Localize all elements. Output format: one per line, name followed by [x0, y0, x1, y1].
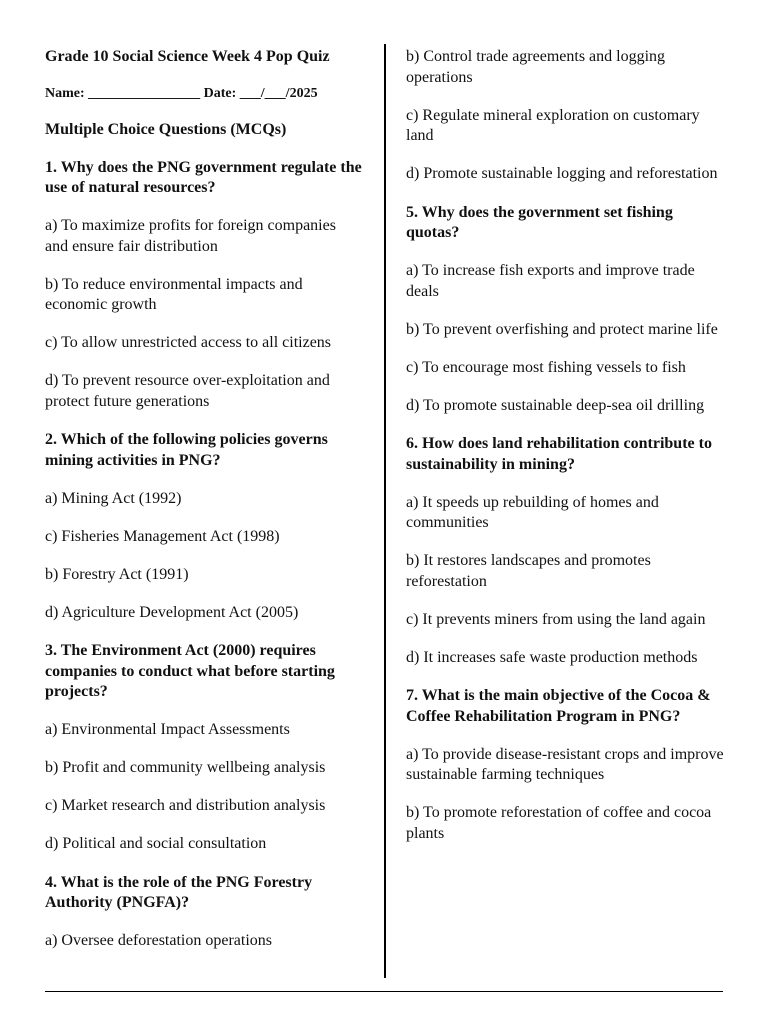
section-title: Multiple Choice Questions (MCQs)	[45, 121, 287, 138]
question-3-option-d: d) Political and social consultation	[45, 835, 267, 852]
question-1-option-a: a) To maximize profits for foreign companies and ensure fair distribution	[45, 217, 336, 255]
question-1-option-b: b) To reduce environmental impacts and economic growth	[45, 275, 303, 313]
question-7-option-a: a) To provide disease-resistant crops and improve sustainable farming techniques	[406, 745, 724, 783]
question-3-option-b: b) Profit and community wellbeing analysis	[45, 759, 326, 776]
right-column	[406, 44, 724, 844]
question-2-option-b: b) Forestry Act (1991)	[45, 565, 189, 583]
question-4-option-d: d) Promote sustainable logging and reforestation	[406, 165, 718, 182]
question-4: 4. What is the role of the PNG Forestry Authority (PNGFA)?	[45, 873, 313, 911]
question-1-option-c: c) To allow unrestricted access to all citizens	[45, 334, 332, 351]
footer-rule	[45, 991, 723, 992]
question-1-option-d: d) To prevent resource over-exploitation and protect future generations	[45, 372, 330, 410]
question-6-option-b: b) It restores landscapes and promotes reforestation	[406, 552, 651, 590]
question-3: 3. The Environment Act (2000) requires companies to conduct what before starting projects?	[45, 642, 335, 700]
question-5-option-c: c) To encourage most fishing vessels to fish	[406, 358, 686, 376]
name-date-line: Name: ________________ Date: ___/___/2025	[45, 85, 318, 101]
question-2-option-c: c) Fisheries Management Act (1998)	[45, 527, 280, 545]
question-5: 5. Why does the government set fishing quotas?	[406, 203, 673, 241]
question-2-option-a: a) Mining Act (1992)	[45, 489, 182, 507]
left-column	[45, 44, 363, 952]
question-7-option-b: b) To promote reforestation of coffee and cocoa plants	[406, 804, 712, 842]
question-3-option-c: c) Market research and distribution analysis	[45, 797, 326, 814]
question-2-option-d: d) Agriculture Development Act (2005)	[45, 603, 299, 621]
question-4-option-c: c) Regulate mineral exploration on customary land	[406, 106, 700, 144]
quiz-title: Grade 10 Social Science Week 4 Pop Quiz	[45, 48, 330, 65]
question-6-option-d: d) It increases safe waste production methods	[406, 648, 698, 666]
question-7: 7. What is the main objective of the Cocoa & Coffee Rehabilitation Program in PNG?	[406, 687, 711, 725]
column-divider	[384, 44, 386, 978]
question-5-option-a: a) To increase fish exports and improve trade deals	[406, 262, 695, 300]
question-4-option-a: a) Oversee deforestation operations	[45, 932, 273, 949]
question-5-option-d: d) To promote sustainable deep-sea oil drilling	[406, 396, 705, 414]
question-3-option-a: a) Environmental Impact Assessments	[45, 721, 290, 738]
question-1: 1. Why does the PNG government regulate the use of natural resources?	[45, 158, 362, 196]
question-5-option-b: b) To prevent overfishing and protect marine life	[406, 320, 718, 338]
question-4-option-b: b) Control trade agreements and logging operations	[406, 48, 666, 86]
question-6-option-c: c) It prevents miners from using the land again	[406, 610, 706, 628]
question-6: 6. How does land rehabilitation contribute to sustainability in mining?	[406, 435, 712, 473]
question-6-option-a: a) It speeds up rebuilding of homes and communities	[406, 493, 659, 531]
question-2: 2. Which of the following policies governs mining activities in PNG?	[45, 431, 328, 469]
